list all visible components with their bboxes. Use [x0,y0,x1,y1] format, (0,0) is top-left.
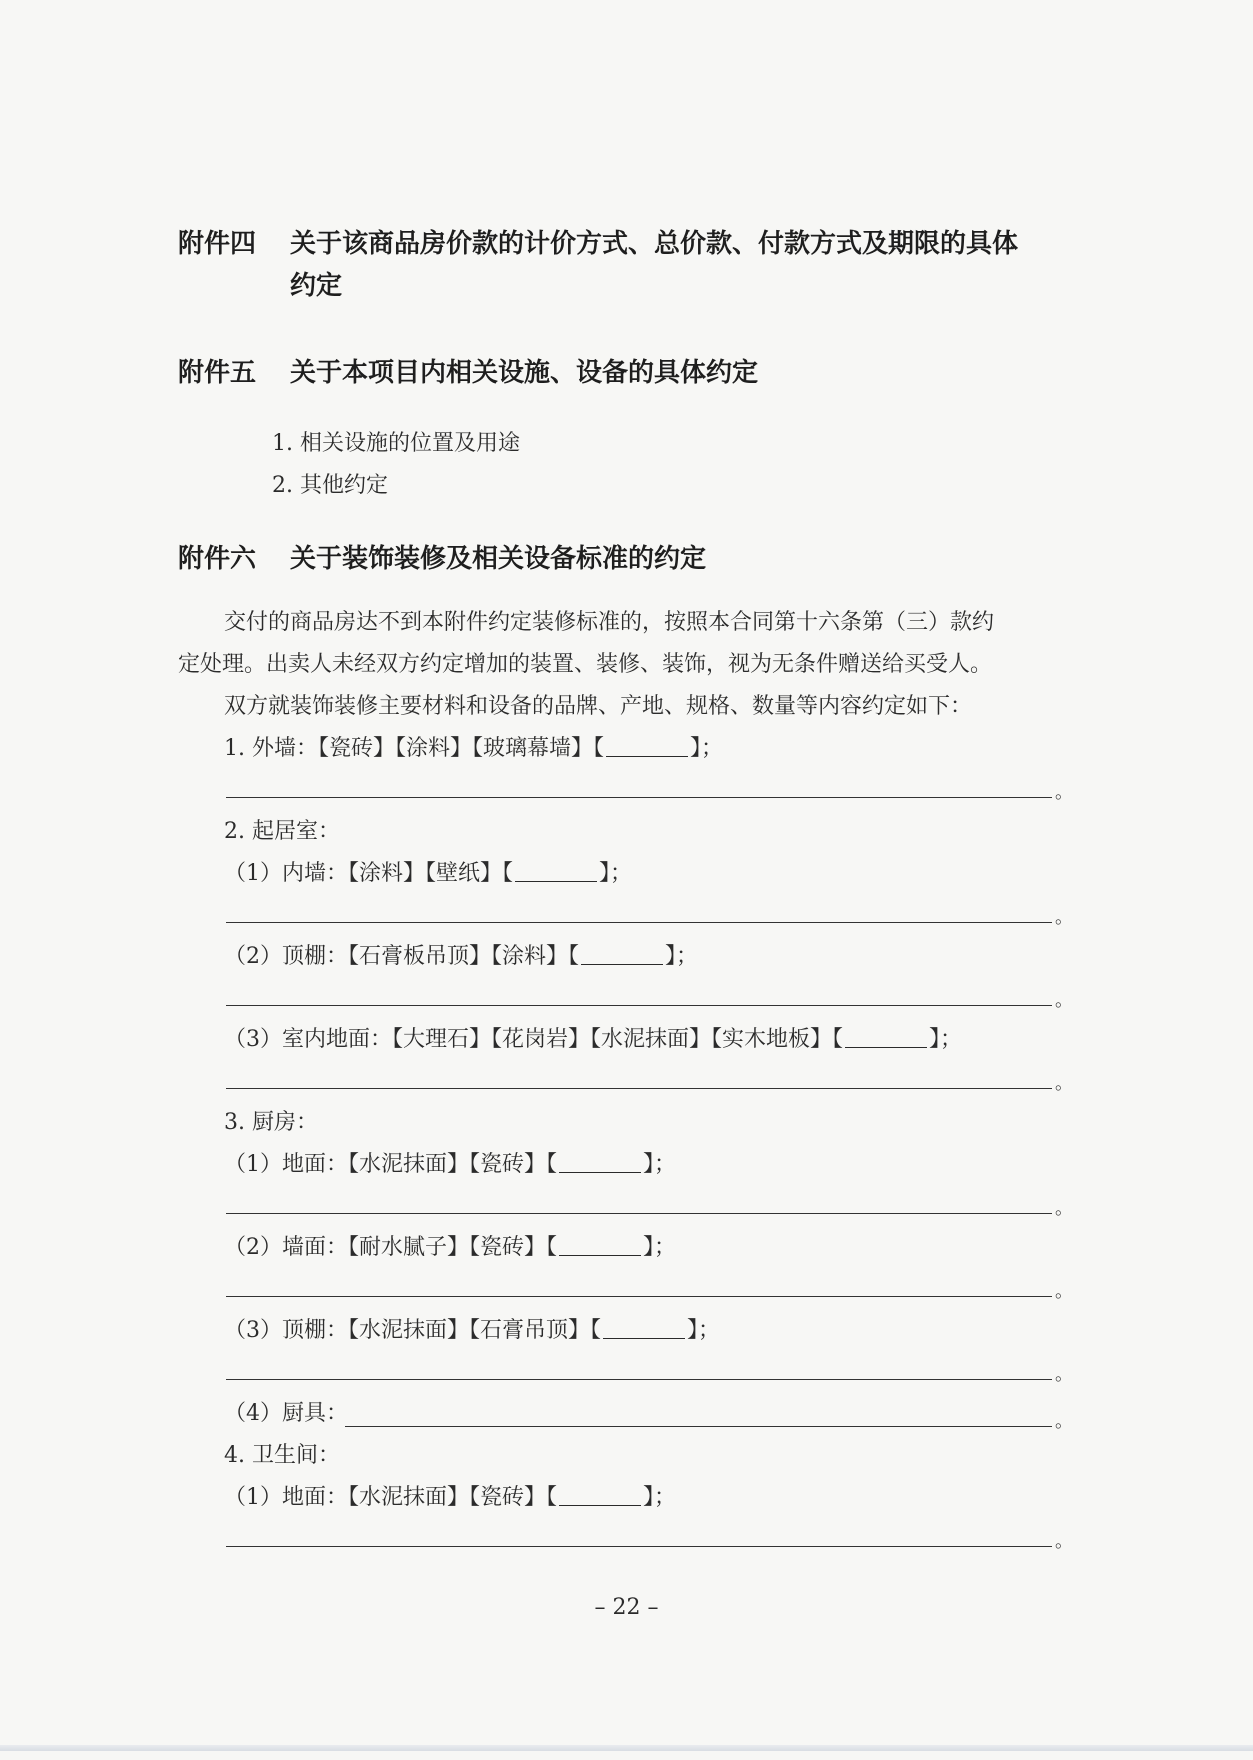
living-room-floor-line: （3）室内地面：【大理石】【花岗岩】【水泥抹面】【实木地板】【 】； [224,1027,963,1052]
fill-in-blank[interactable] [559,1171,641,1173]
kitchen-floor-line: （1）地面：【水泥抹面】【瓷砖】【 】； [224,1152,677,1177]
paragraph-1-line-1: 交付的商品房达不到本附件约定装修标准的，按照本合同第十六条第（三）款约 [224,610,995,635]
exterior-wall-line: 1. 外墙：【瓷砖】【涂料】【玻璃幕墙】【 】； [224,736,724,761]
appendix-4-title-line1: 关于该商品房价款的计价方式、总价款、付款方式及期限的具体 [290,229,1019,259]
fill-in-line[interactable] [226,1213,1052,1214]
page-bottom-edge [0,1745,1253,1751]
end-mark: 。 [1055,782,1073,803]
paragraph-1-line-2: 定处理。出卖人未经双方约定增加的装置、装修、装饰，视为无条件赠送给买受人。 [178,652,993,677]
fill-in-line[interactable] [226,922,1052,923]
fill-in-blank[interactable] [559,1254,641,1256]
end-mark: 。 [1055,1073,1073,1094]
appendix-5-title: 关于本项目内相关设施、设备的具体约定 [290,358,759,388]
end-mark: 。 [1055,1198,1073,1219]
kitchen-heading: 3. 厨房： [224,1110,318,1135]
end-mark: 。 [1055,1531,1073,1552]
fill-in-line[interactable] [226,1546,1052,1547]
fill-in-line[interactable] [226,797,1052,798]
fill-in-line[interactable] [226,1296,1052,1297]
appendix-4-title-line2: 约定 [290,271,343,301]
living-room-heading: 2. 起居室： [224,819,340,844]
kitchen-wall-line: （2）墙面：【耐水腻子】【瓷砖】【 】； [224,1235,677,1260]
fill-in-blank[interactable] [845,1046,927,1048]
fill-in-line[interactable] [345,1426,1052,1427]
fill-in-line[interactable] [226,1005,1052,1006]
fill-in-line[interactable] [226,1088,1052,1089]
fill-in-blank[interactable] [606,755,688,757]
end-mark: 。 [1055,907,1073,928]
end-mark: 。 [1055,1411,1073,1432]
fill-in-blank[interactable] [559,1504,641,1506]
page-number: – 22 – [594,1595,659,1620]
end-mark: 。 [1055,1281,1073,1302]
fill-in-line[interactable] [226,1379,1052,1380]
fill-in-blank[interactable] [515,880,597,882]
appendix-6-title: 关于装饰装修及相关设备标准的约定 [290,544,707,574]
appendix-5-item-1: 1. 相关设施的位置及用途 [272,431,520,456]
fill-in-blank[interactable] [581,963,663,965]
appendix-5-label: 附件五 [178,358,257,388]
end-mark: 。 [1055,990,1073,1011]
bathroom-floor-line: （1）地面：【水泥抹面】【瓷砖】【 】； [224,1485,677,1510]
kitchen-appliances-line: （4）厨具： [224,1401,348,1426]
living-room-ceiling-line: （2）顶棚：【石膏板吊顶】【涂料】【 】； [224,944,699,969]
living-room-wall-line: （1）内墙：【涂料】【壁纸】【 】； [224,861,633,886]
end-mark: 。 [1055,1364,1073,1385]
bathroom-heading: 4. 卫生间： [224,1443,340,1468]
appendix-4-label: 附件四 [178,229,257,259]
paragraph-2: 双方就装饰装修主要材料和设备的品牌、产地、规格、数量等内容约定如下： [224,694,973,719]
kitchen-ceiling-line: （3）顶棚：【水泥抹面】【石膏吊顶】【 】； [224,1318,721,1343]
fill-in-blank[interactable] [603,1337,685,1339]
appendix-5-item-2: 2. 其他约定 [272,473,388,498]
appendix-6-label: 附件六 [178,544,257,574]
